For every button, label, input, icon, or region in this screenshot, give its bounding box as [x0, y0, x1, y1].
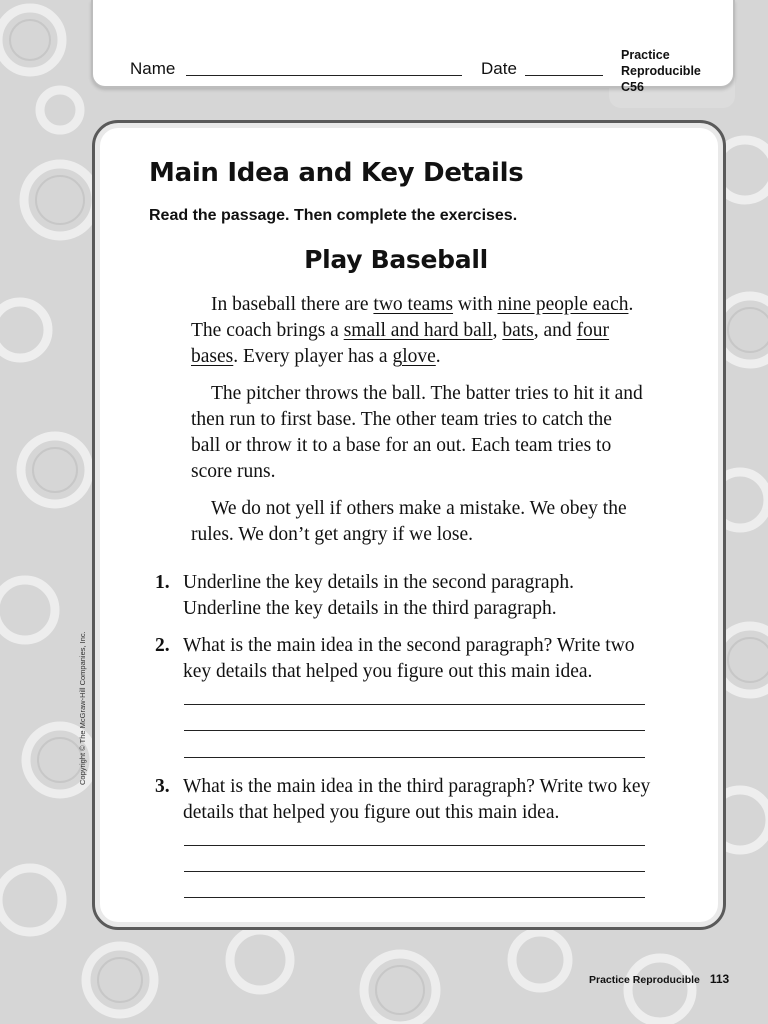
question-number: 3. [155, 776, 170, 797]
passage-title: Play Baseball [304, 245, 488, 274]
paragraph-2: The pitcher throws the ball. The batter tries to hit it and then run to first base. The other team tries to catch the ball or throw it to a base for an out. Each team tries to score runs. [191, 383, 643, 482]
answer-line[interactable] [184, 704, 645, 705]
answer-line[interactable] [184, 757, 645, 758]
name-field[interactable] [186, 75, 462, 76]
answer-line[interactable] [184, 897, 645, 898]
key-detail: bats [502, 320, 534, 341]
paragraph-1: In baseball there are two teams with nine people each. The coach brings a small and hard ball, bats, and four bases. Every player has a glove. [191, 294, 634, 367]
question-number: 1. [155, 572, 170, 593]
question-text: What is the main idea in the second paragraph? Write two key details that helped you figure out this main idea. [183, 635, 635, 682]
answer-line[interactable] [184, 871, 645, 872]
footer-label: Practice Reproducible [589, 974, 700, 986]
tab-line-2: Reproducible [621, 64, 701, 78]
tab-line-3: C56 [621, 80, 644, 94]
practice-tab-label [621, 47, 731, 95]
key-detail: four bases [191, 320, 610, 367]
instructions: Read the passage. Then complete the exercises. [149, 207, 518, 224]
key-detail: small and hard ball [343, 320, 493, 341]
date-label: Date [481, 59, 517, 78]
paragraph-3: We do not yell if others make a mistake. We obey the rules. We don’t get angry if we lose. [191, 498, 627, 545]
name-label: Name [130, 59, 176, 78]
key-detail: glove [392, 346, 436, 367]
question-text: Underline the key details in the second paragraph. Underline the key details in the third paragraph. [183, 572, 574, 619]
tab-line-1: Practice [621, 48, 670, 62]
page-footer [589, 972, 729, 986]
page-number: 113 [709, 972, 730, 986]
question-text: What is the main idea in the third paragraph? Write two key details that helped you figure out this main idea. [183, 776, 651, 823]
question-number: 2. [155, 635, 170, 656]
answer-line[interactable] [184, 845, 645, 846]
date-field[interactable] [525, 75, 603, 76]
key-detail: nine people each [497, 294, 629, 315]
page-title: Main Idea and Key Details [149, 158, 524, 188]
answer-line[interactable] [184, 730, 645, 731]
copyright-notice: Copyright © The McGraw-Hill Companies, Inc. [78, 631, 87, 785]
key-detail: two teams [373, 294, 454, 315]
